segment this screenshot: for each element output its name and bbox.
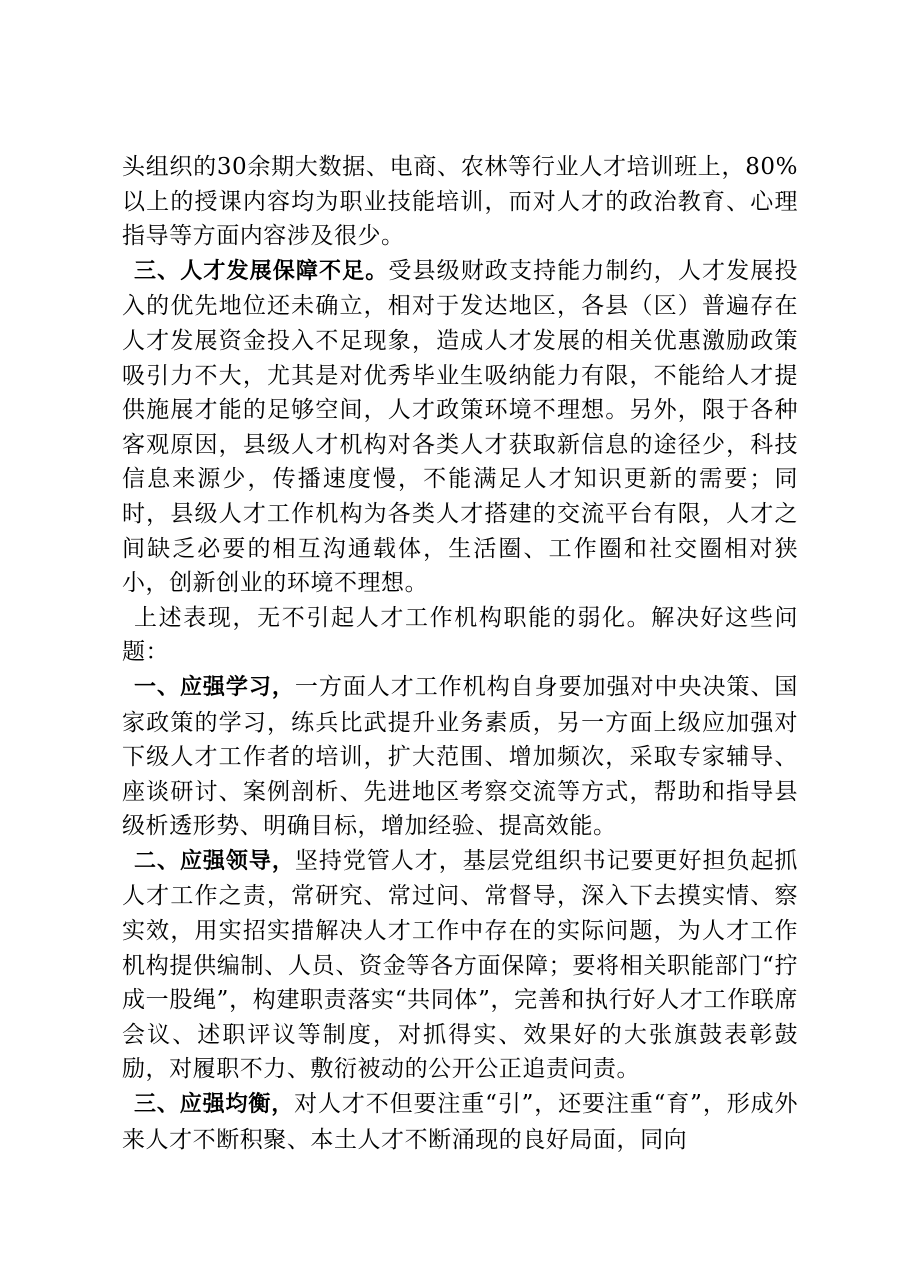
paragraph-strengthen-balance (122, 1087, 798, 1157)
paragraph-heading: 二、应强领导， (134, 848, 295, 874)
paragraph-text: 头组织的30余期大数据、电商、农林等行业人才培训班上，80%以上的授课内容均为职业技能培训，而对人才的政治教育、心理指导等方面内容涉及很少。 (122, 154, 798, 250)
paragraph-summary (122, 601, 798, 670)
paragraph-heading: 三、应强均衡， (134, 1092, 295, 1118)
paragraph-text: 对人才不但要注重“引”，还要注重“育”，形成外来人才不断积聚、本土人才不断涌现的良好局面，同向 (122, 1091, 798, 1153)
paragraph-heading: 三、人才发展保障不足。 (134, 258, 389, 284)
paragraph-text: 受县级财政支持能力制约，人才发展投入的优先地位还未确立，相对于发达地区，各县（区）普遍存在人才发展资金投入不足现象，造成人才发展的相关优惠激励政策吸引力不大，尤其是对优秀毕业生吸纳能力有限，不能给人才提供施展才能的足够空间，人才政策环境不理想。另外，限于各种客观原因，县级人才机构对各类人才获取新信息的途径少，科技信息来源少，传播速度慢，不能满足人才知识更新的需要；同时，县级人才工作机构为各类人才搭建的交流平台有限，人才之间缺乏必要的相互沟通载体，生活圈、工作圈和社交圈相对狭小，创新创业的环境不理想。 (122, 257, 798, 597)
paragraph-text: 一方面人才工作机构自身要加强对中央决策、国家政策的学习，练兵比武提升业务素质，另一方面上级应加强对下级人才工作者的培训，扩大范围、增加频次，采取专家辅导、座谈研讨、案例剖析、先进地区考察交流等方式，帮助和指导县级析透形势、明确目标，增加经验、提高效能。 (122, 673, 798, 840)
paragraph-strengthen-leadership (122, 844, 798, 1087)
paragraph-training-content (122, 150, 798, 254)
paragraph-heading: 一、应强学习， (134, 674, 295, 700)
document-body (122, 150, 798, 1157)
paragraph-strengthen-learning (122, 670, 798, 844)
paragraph-talent-guarantee (122, 254, 798, 601)
paragraph-text: 上述表现，无不引起人才工作机构职能的弱化。解决好这些问题： (122, 604, 798, 666)
paragraph-text: 坚持党管人才，基层党组织书记要更好担负起抓人才工作之责，常研究、常过问、常督导，深入下去摸实情、察实效，用实招实措解决人才工作中存在的实际问题，为人才工作机构提供编制、人员、资金等各方面保障；要将相关职能部门“拧成一股绳”，构建职责落实“共同体”，完善和执行好人才工作联席会议、述职评议等制度，对抓得实、效果好的大张旗鼓表彰鼓励，对履职不力、敷衍被动的公开公正追责问责。 (122, 847, 798, 1083)
